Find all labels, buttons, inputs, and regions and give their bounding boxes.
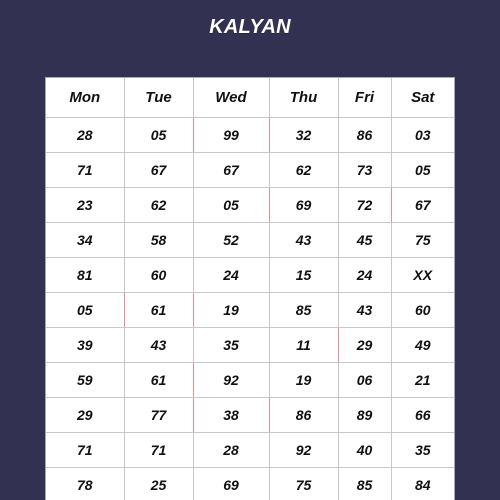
table-cell: 85 <box>269 293 338 328</box>
table-cell: 60 <box>124 258 193 293</box>
table-cell: 05 <box>193 188 269 223</box>
table-cell: 99 <box>193 118 269 153</box>
table-row <box>46 293 454 328</box>
table-cell: 67 <box>124 153 193 188</box>
table-row <box>46 433 454 468</box>
table-cell: 29 <box>338 328 391 363</box>
table-cell: 05 <box>391 153 454 188</box>
table-row <box>46 153 454 188</box>
table-cell: 69 <box>193 468 269 500</box>
table-cell: 67 <box>391 188 454 223</box>
table-cell: 71 <box>46 433 124 468</box>
table-cell: 40 <box>338 433 391 468</box>
table-cell: 75 <box>391 223 454 258</box>
table-cell: 45 <box>338 223 391 258</box>
table-cell: 60 <box>391 293 454 328</box>
table-cell: 52 <box>193 223 269 258</box>
table-cell: 06 <box>338 363 391 398</box>
table-cell: 72 <box>338 188 391 223</box>
results-table <box>46 78 454 500</box>
table-row <box>46 258 454 293</box>
table-cell: 89 <box>338 398 391 433</box>
table-row <box>46 223 454 258</box>
column-header-thu: Thu <box>269 78 338 118</box>
table-cell: 86 <box>269 398 338 433</box>
table-cell: 84 <box>391 468 454 500</box>
table-cell: 62 <box>124 188 193 223</box>
table-cell: 24 <box>338 258 391 293</box>
table-cell: 85 <box>338 468 391 500</box>
table-cell: XX <box>391 258 454 293</box>
table-cell: 49 <box>391 328 454 363</box>
table-cell: 73 <box>338 153 391 188</box>
table-cell: 25 <box>124 468 193 500</box>
table-cell: 77 <box>124 398 193 433</box>
table-cell: 24 <box>193 258 269 293</box>
table-row <box>46 328 454 363</box>
table-cell: 28 <box>193 433 269 468</box>
table-row <box>46 398 454 433</box>
table-cell: 71 <box>46 153 124 188</box>
table-row <box>46 188 454 223</box>
table-cell: 05 <box>124 118 193 153</box>
table-cell: 23 <box>46 188 124 223</box>
table-cell: 67 <box>193 153 269 188</box>
column-header-tue: Tue <box>124 78 193 118</box>
table-cell: 35 <box>193 328 269 363</box>
table-cell: 62 <box>269 153 338 188</box>
table-cell: 05 <box>46 293 124 328</box>
table-cell: 92 <box>193 363 269 398</box>
table-cell: 59 <box>46 363 124 398</box>
table-cell: 15 <box>269 258 338 293</box>
table-cell: 43 <box>269 223 338 258</box>
table-cell: 19 <box>269 363 338 398</box>
table-cell: 61 <box>124 363 193 398</box>
page-title: KALYAN <box>209 16 291 38</box>
table-cell: 39 <box>46 328 124 363</box>
table-cell: 61 <box>124 293 193 328</box>
table-cell: 19 <box>193 293 269 328</box>
table-row <box>46 468 454 500</box>
column-header-wed: Wed <box>193 78 269 118</box>
table-cell: 21 <box>391 363 454 398</box>
table-cell: 43 <box>338 293 391 328</box>
table-cell: 35 <box>391 433 454 468</box>
column-header-fri: Fri <box>338 78 391 118</box>
table-cell: 71 <box>124 433 193 468</box>
column-header-sat: Sat <box>391 78 454 118</box>
results-table-container <box>45 77 455 500</box>
table-row <box>46 363 454 398</box>
column-header-mon: Mon <box>46 78 124 118</box>
table-cell: 66 <box>391 398 454 433</box>
table-cell: 58 <box>124 223 193 258</box>
table-cell: 28 <box>46 118 124 153</box>
table-cell: 81 <box>46 258 124 293</box>
table-cell: 75 <box>269 468 338 500</box>
table-cell: 29 <box>46 398 124 433</box>
table-cell: 11 <box>269 328 338 363</box>
table-cell: 32 <box>269 118 338 153</box>
table-cell: 69 <box>269 188 338 223</box>
table-row <box>46 118 454 153</box>
table-header-row <box>46 78 454 118</box>
table-cell: 78 <box>46 468 124 500</box>
table-cell: 43 <box>124 328 193 363</box>
table-cell: 92 <box>269 433 338 468</box>
table-cell: 34 <box>46 223 124 258</box>
table-cell: 38 <box>193 398 269 433</box>
table-cell: 03 <box>391 118 454 153</box>
table-cell: 86 <box>338 118 391 153</box>
